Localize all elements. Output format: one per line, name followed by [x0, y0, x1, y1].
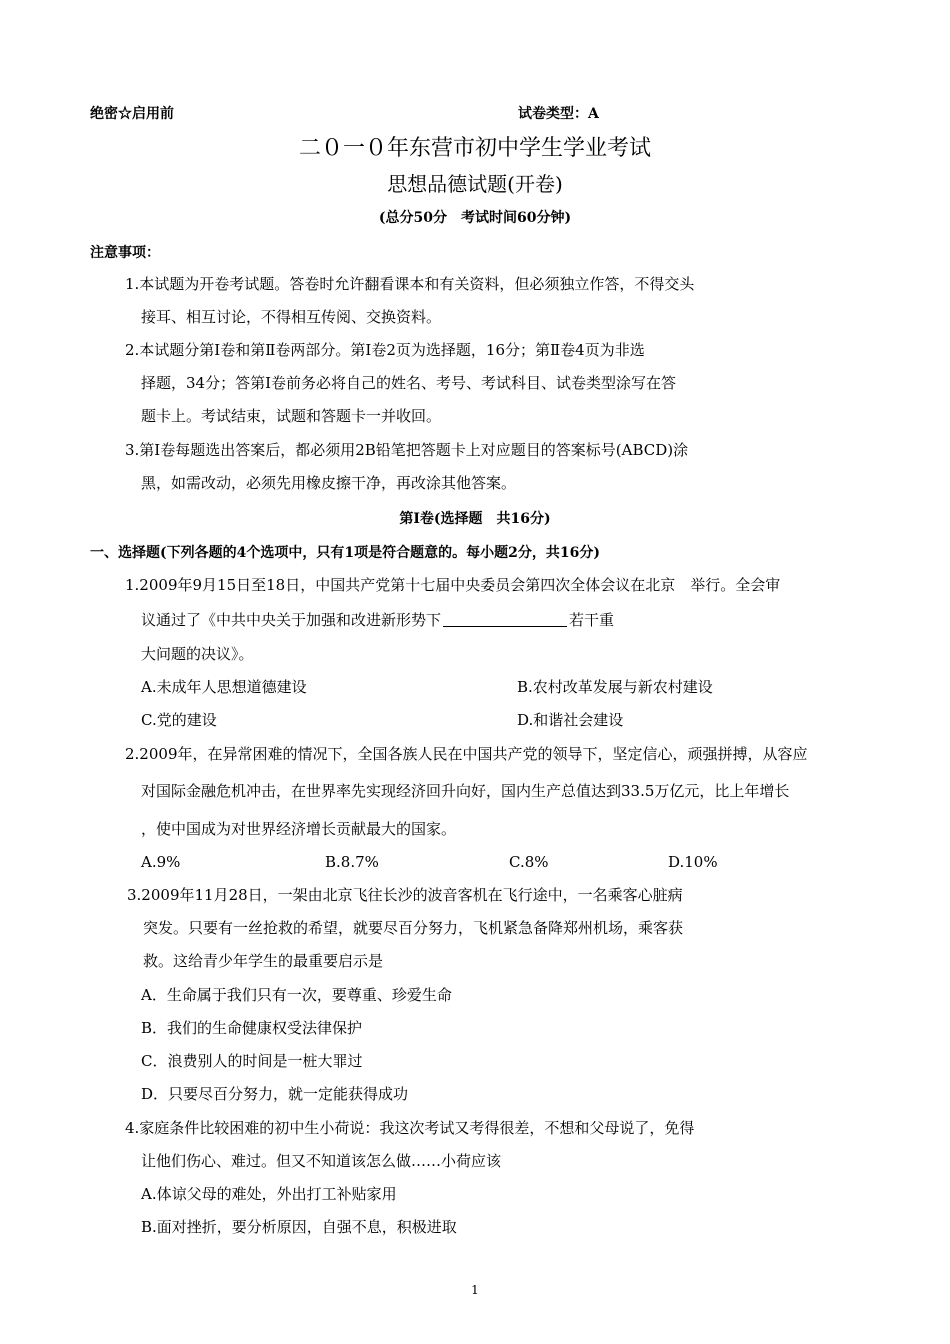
q4-line-1: 4.家庭条件比较困难的初中生小荷说：我这次考试又考得很差，不想和父母说了，免得 [125, 1119, 695, 1137]
q3-line-3: 救。这给青少年学生的最重要启示是 [143, 952, 384, 970]
note-3-line-1: 3.第Ⅰ卷每题选出答案后，都必须用2B铅笔把答题卡上对应题目的答案标号(ABCD)涂 [125, 441, 689, 459]
q1-line-1: 1.2009年9月15日至18日，中国共产党第十七届中央委员会第四次全体会议在北京 举行。全会审 [125, 576, 781, 594]
q2-line-2: 对国际金融危机冲击，在世界率先实现经济回升向好，国内生产总值达到33.5万亿元，比上年增长 [141, 782, 790, 800]
q1-line-2 [141, 609, 614, 631]
note-1-line-2: 接耳、相互讨论，不得相互传阅、交换资料。 [141, 308, 442, 326]
q1-option-c: C.党的建设 [141, 711, 217, 729]
notes-heading: 注意事项： [90, 245, 160, 261]
q1-option-a: A.未成年人思想道德建设 [141, 678, 307, 696]
q2-option-d: D.10% [668, 853, 718, 871]
note-2-line-3: 题卡上。考试结束，试题和答题卡一并收回。 [141, 407, 442, 425]
q3-option-c: C．浪费别人的时间是一桩大罪过 [141, 1052, 363, 1070]
exam-title: 二０一０年东营市初中学生学业考试 [298, 136, 651, 161]
q2-line-1: 2.2009年，在异常困难的情况下，全国各族人民在中国共产党的领导下，坚定信心，顽强拼搏，从容应 [125, 745, 808, 763]
page-number: 1 [471, 1283, 479, 1297]
paper-type-label: 试卷类型：A [518, 106, 599, 122]
q1-option-b: B.农村改革发展与新农村建设 [517, 678, 713, 696]
q3-line-1: 3.2009年11月28日，一架由北京飞往长沙的波音客机在飞行途中，一名乘客心脏病 [127, 886, 683, 904]
q1-line-2-before-blank: 议通过了《中共中央关于加强和改进新形势下 [141, 611, 442, 629]
section-title: 第Ⅰ卷(选择题 共16分) [399, 511, 551, 527]
note-1-line-1: 1.本试题为开卷考试题。答卷时允许翻看课本和有关资料，但必须独立作答，不得交头 [125, 275, 695, 293]
q2-option-a: A.9% [141, 853, 181, 871]
note-3-line-2: 黑，如需改动，必须先用橡皮擦干净，再改涂其他答案。 [141, 474, 517, 492]
q3-option-d: D．只要尽百分努力，就一定能获得成功 [141, 1085, 409, 1103]
q2-option-b: B.8.7% [325, 853, 379, 871]
q4-option-a: A.体谅父母的难处，外出打工补贴家用 [141, 1185, 397, 1203]
note-2-line-1: 2.本试题分第Ⅰ卷和第Ⅱ卷两部分。第Ⅰ卷2页为选择题，16分；第Ⅱ卷4页为非选 [125, 341, 645, 359]
q1-option-d: D.和谐社会建设 [517, 711, 624, 729]
q3-option-a: A．生命属于我们只有一次，要尊重、珍爱生命 [141, 986, 452, 1004]
q4-line-2: 让他们伤心、难过。但又不知道该怎么做……小荷应该 [141, 1152, 502, 1170]
subject-title: 思想品德试题(开卷) [387, 172, 563, 196]
q1-line-2-after-blank: 若干重 [569, 611, 615, 629]
exam-info: (总分50分 考试时间60分钟) [378, 210, 572, 226]
q1-line-3: 大问题的决议》。 [141, 645, 254, 663]
secret-label: 绝密☆启用前 [90, 106, 174, 122]
q1-answer-blank [443, 611, 567, 627]
section-heading: 一、选择题(下列各题的4个选项中，只有1项是符合题意的。每小题2分，共16分) [90, 545, 600, 561]
q3-line-2: 突发。只要有一丝抢救的希望，就要尽百分努力，飞机紧急备降郑州机场，乘客获 [143, 919, 684, 937]
q3-option-b: B．我们的生命健康权受法律保护 [141, 1019, 363, 1037]
q2-option-c: C.8% [509, 853, 549, 871]
q4-option-b: B.面对挫折，要分析原因，自强不息，积极进取 [141, 1218, 457, 1236]
note-2-line-2: 择题，34分；答第Ⅰ卷前务必将自己的姓名、考号、考试科目、试卷类型涂写在答 [141, 374, 677, 392]
q2-line-3: ，使中国成为对世界经济增长贡献最大的国家。 [141, 820, 457, 838]
